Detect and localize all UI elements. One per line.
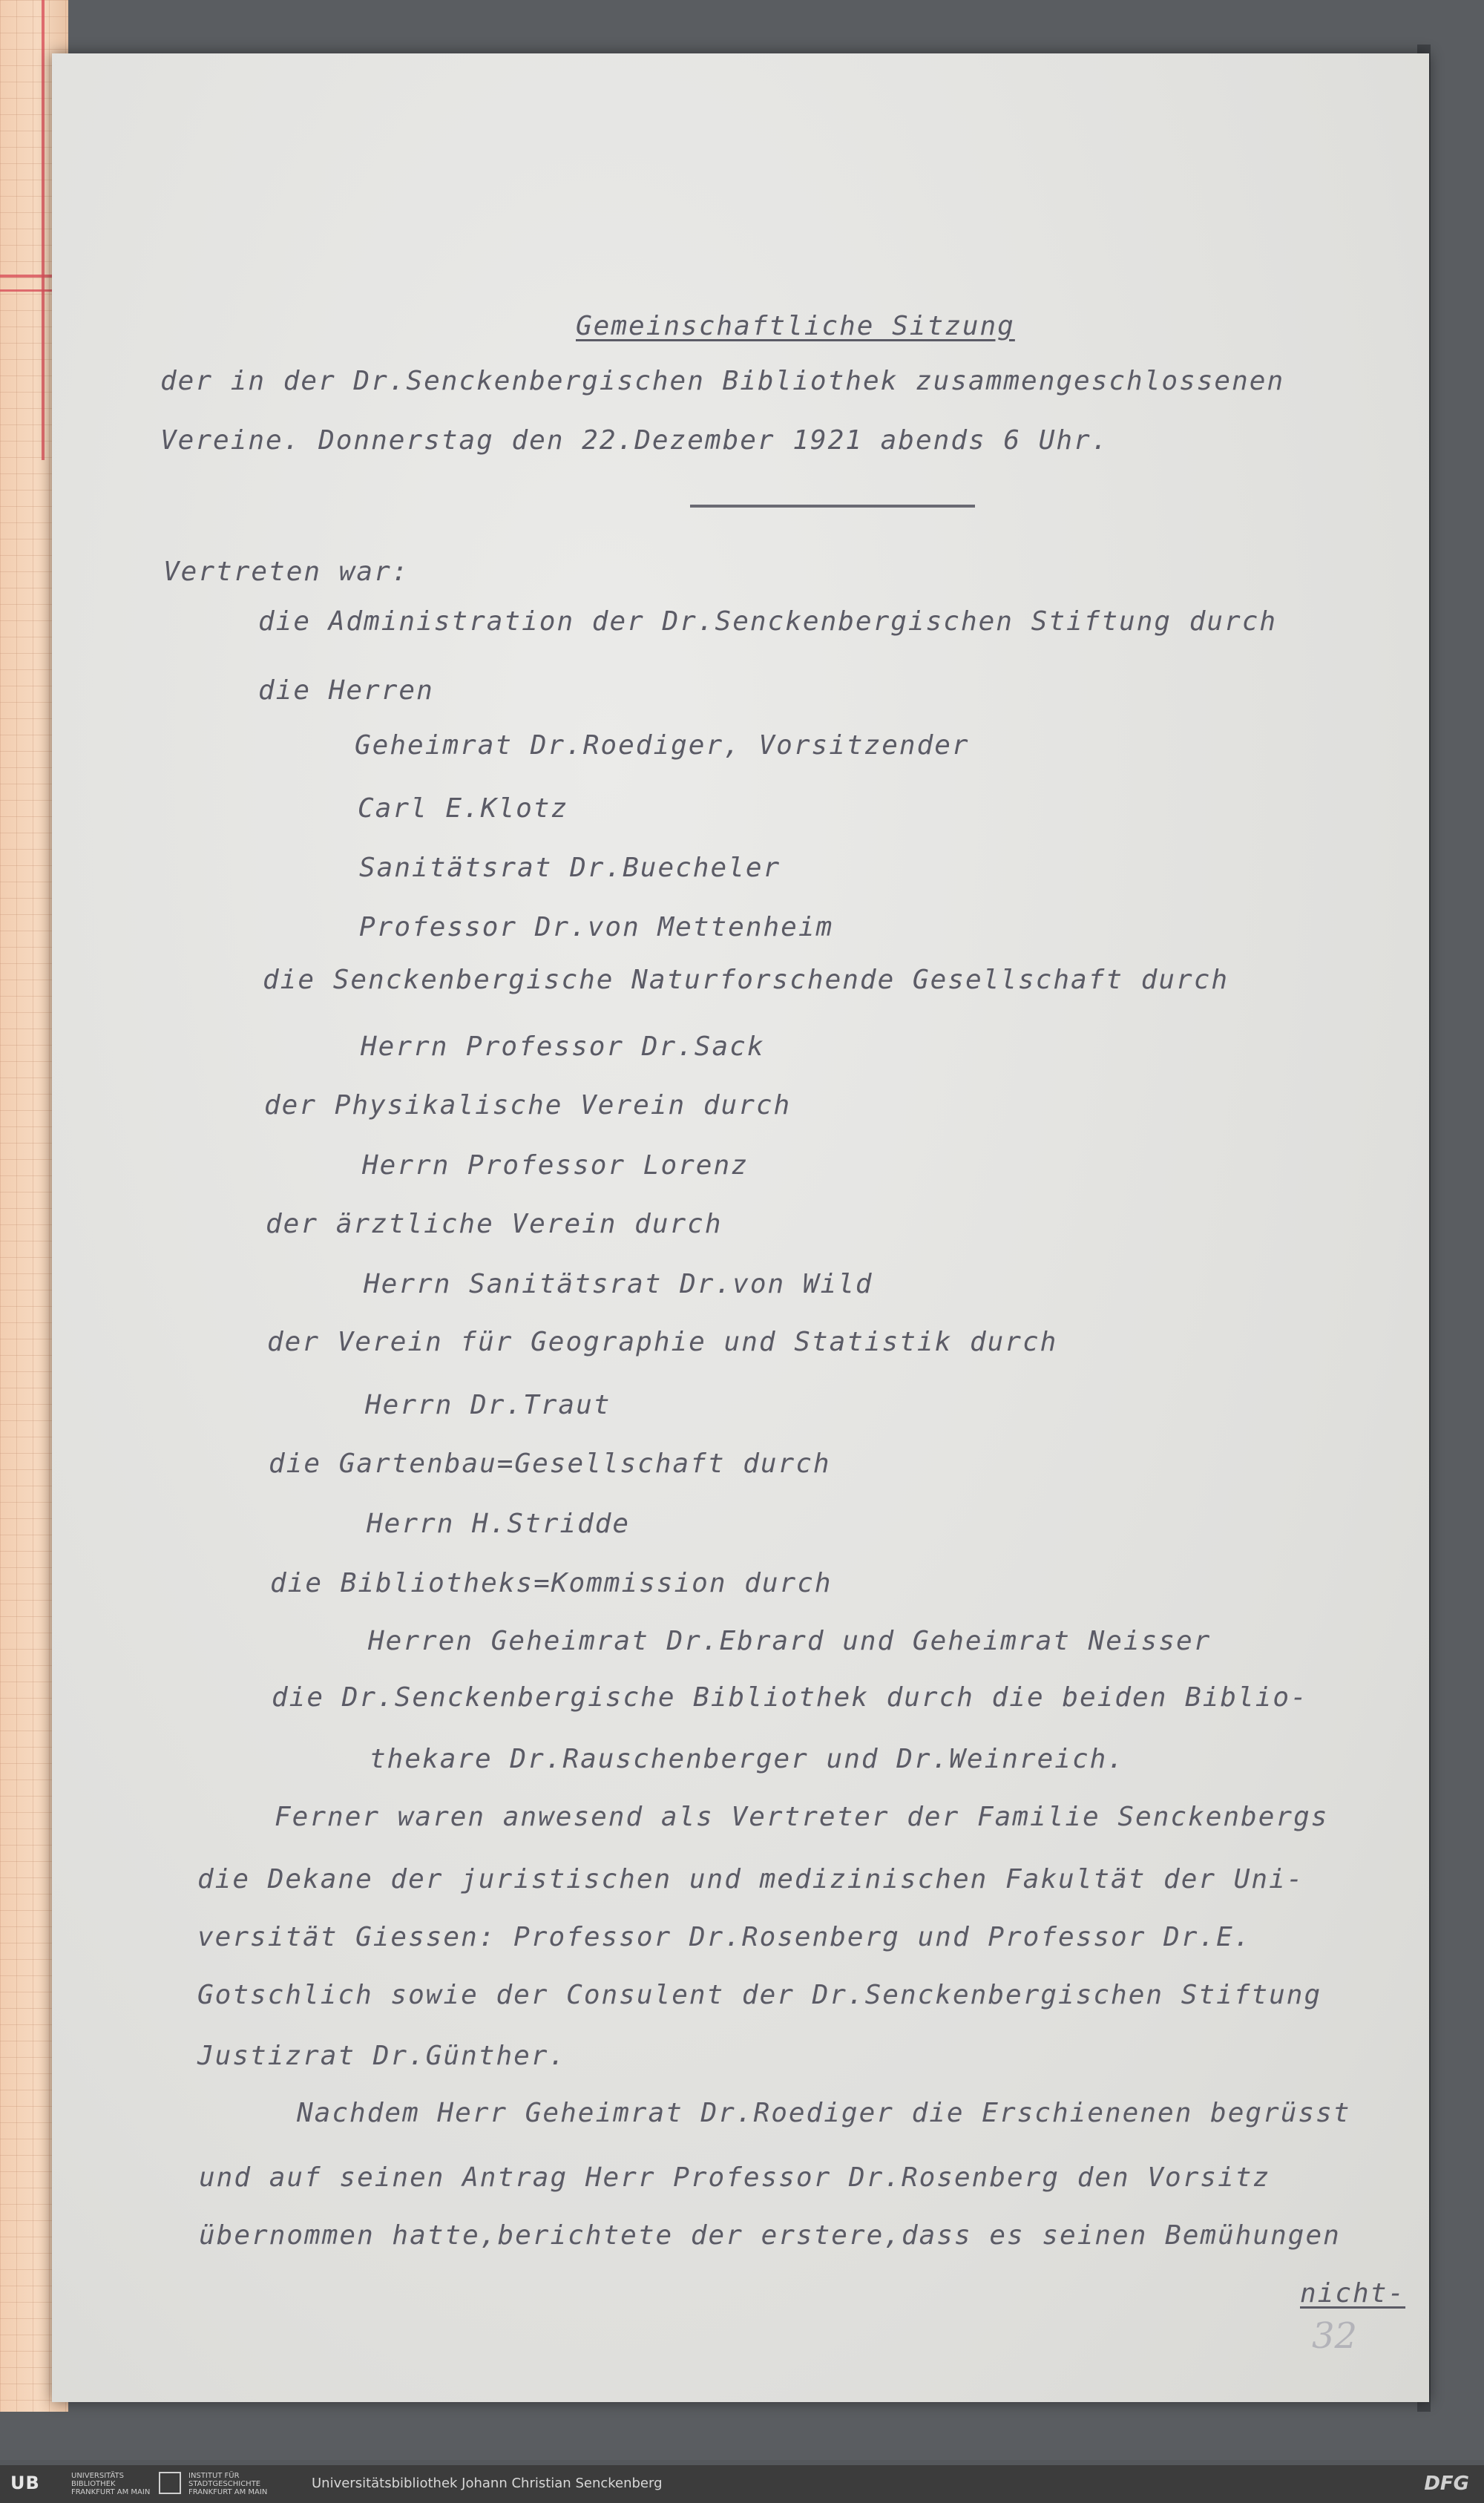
- text-line: übernommen hatte,berichtete der erstere,dass es seinen Bemühungen: [199, 2220, 1341, 2251]
- ub-logo: UB: [10, 2473, 40, 2493]
- text-line: der ärztliche Verein durch: [266, 1209, 723, 1239]
- text-line: Gotschlich sowie der Consulent der Dr.Senckenbergischen Stiftung: [197, 1980, 1322, 2010]
- text-line: Herrn Sanitätsrat Dr.von Wild: [364, 1269, 873, 1299]
- dfg-logo: DFG: [1424, 2473, 1469, 2495]
- text-line: Vereine. Donnerstag den 22.Dezember 1921 abends 6 Uhr.: [160, 425, 1109, 456]
- typewritten-page: [52, 53, 1429, 2402]
- text-line: versität Giessen: Professor Dr.Rosenberg und Professor Dr.E.: [197, 1922, 1252, 1952]
- text-line: die Herren: [258, 675, 434, 706]
- ub-logo-text: UNIVERSITÄTS BIBLIOTHEK FRANKFURT AM MAIN: [71, 2472, 151, 2496]
- document-title: Gemeinschaftliche Sitzung: [576, 311, 1015, 341]
- text-line: Geheimrat Dr.Roediger, Vorsitzender: [355, 730, 970, 761]
- institute-logo-text: INSTITUT FÜR STADTGESCHICHTE FRANKFURT AM MAIN: [188, 2472, 268, 2496]
- library-name: Universitätsbibliothek Johann Christian Senckenberg: [312, 2476, 663, 2491]
- text-line: Herrn H.Stridde: [367, 1509, 631, 1539]
- institute-logo-icon: [159, 2472, 181, 2494]
- text-line: Herrn Professor Lorenz: [362, 1150, 749, 1181]
- text-line: Herrn Professor Dr.Sack: [361, 1031, 765, 1062]
- text-line: Herren Geheimrat Dr.Ebrard und Geheimrat Neisser: [368, 1626, 1212, 1656]
- text-line: und auf seinen Antrag Herr Professor Dr.Rosenberg den Vorsitz: [199, 2162, 1271, 2193]
- folio-number: 32: [1312, 2315, 1358, 2357]
- text-line: Vertreten war:: [163, 557, 410, 587]
- text-line: Professor Dr.von Mettenheim: [359, 912, 834, 942]
- text-line: Justizrat Dr.Günther.: [197, 2041, 567, 2071]
- text-line: die Senckenbergische Naturforschende Gesellschaft durch: [263, 965, 1229, 995]
- divider-line: [690, 505, 975, 508]
- text-line: die Dr.Senckenbergische Bibliothek durch die beiden Biblio-: [272, 1682, 1308, 1713]
- text-line: die Bibliotheks=Kommission durch: [270, 1568, 833, 1598]
- text-line: Carl E.Klotz: [358, 793, 569, 824]
- text-line: Ferner waren anwesend als Vertreter der Familie Senckenbergs: [275, 1802, 1329, 1832]
- text-line: Sanitätsrat Dr.Buecheler: [359, 853, 781, 883]
- text-line: die Gartenbau=Gesellschaft durch: [269, 1449, 831, 1479]
- text-line: thekare Dr.Rauschenberger und Dr.Weinreich.: [370, 1744, 1125, 1774]
- text-line: der Verein für Geographie und Statistik durch: [267, 1327, 1058, 1357]
- text-line: Herrn Dr.Traut: [365, 1390, 611, 1420]
- text-line: Nachdem Herr Geheimrat Dr.Roediger die Erschienenen begrüsst: [297, 2098, 1351, 2128]
- text-line: der in der Dr.Senckenbergischen Bibliothek zusammengeschlossenen: [160, 366, 1285, 396]
- red-margin-line: [42, 0, 45, 460]
- footer-bar: [0, 2465, 1484, 2503]
- text-line: die Dekane der juristischen und medizinischen Fakultät der Uni-: [197, 1864, 1304, 1895]
- text-line: die Administration der Dr.Senckenbergischen Stiftung durch: [258, 606, 1278, 637]
- text-line: der Physikalische Verein durch: [264, 1090, 792, 1121]
- text-line-catchword: nicht-: [1300, 2278, 1406, 2309]
